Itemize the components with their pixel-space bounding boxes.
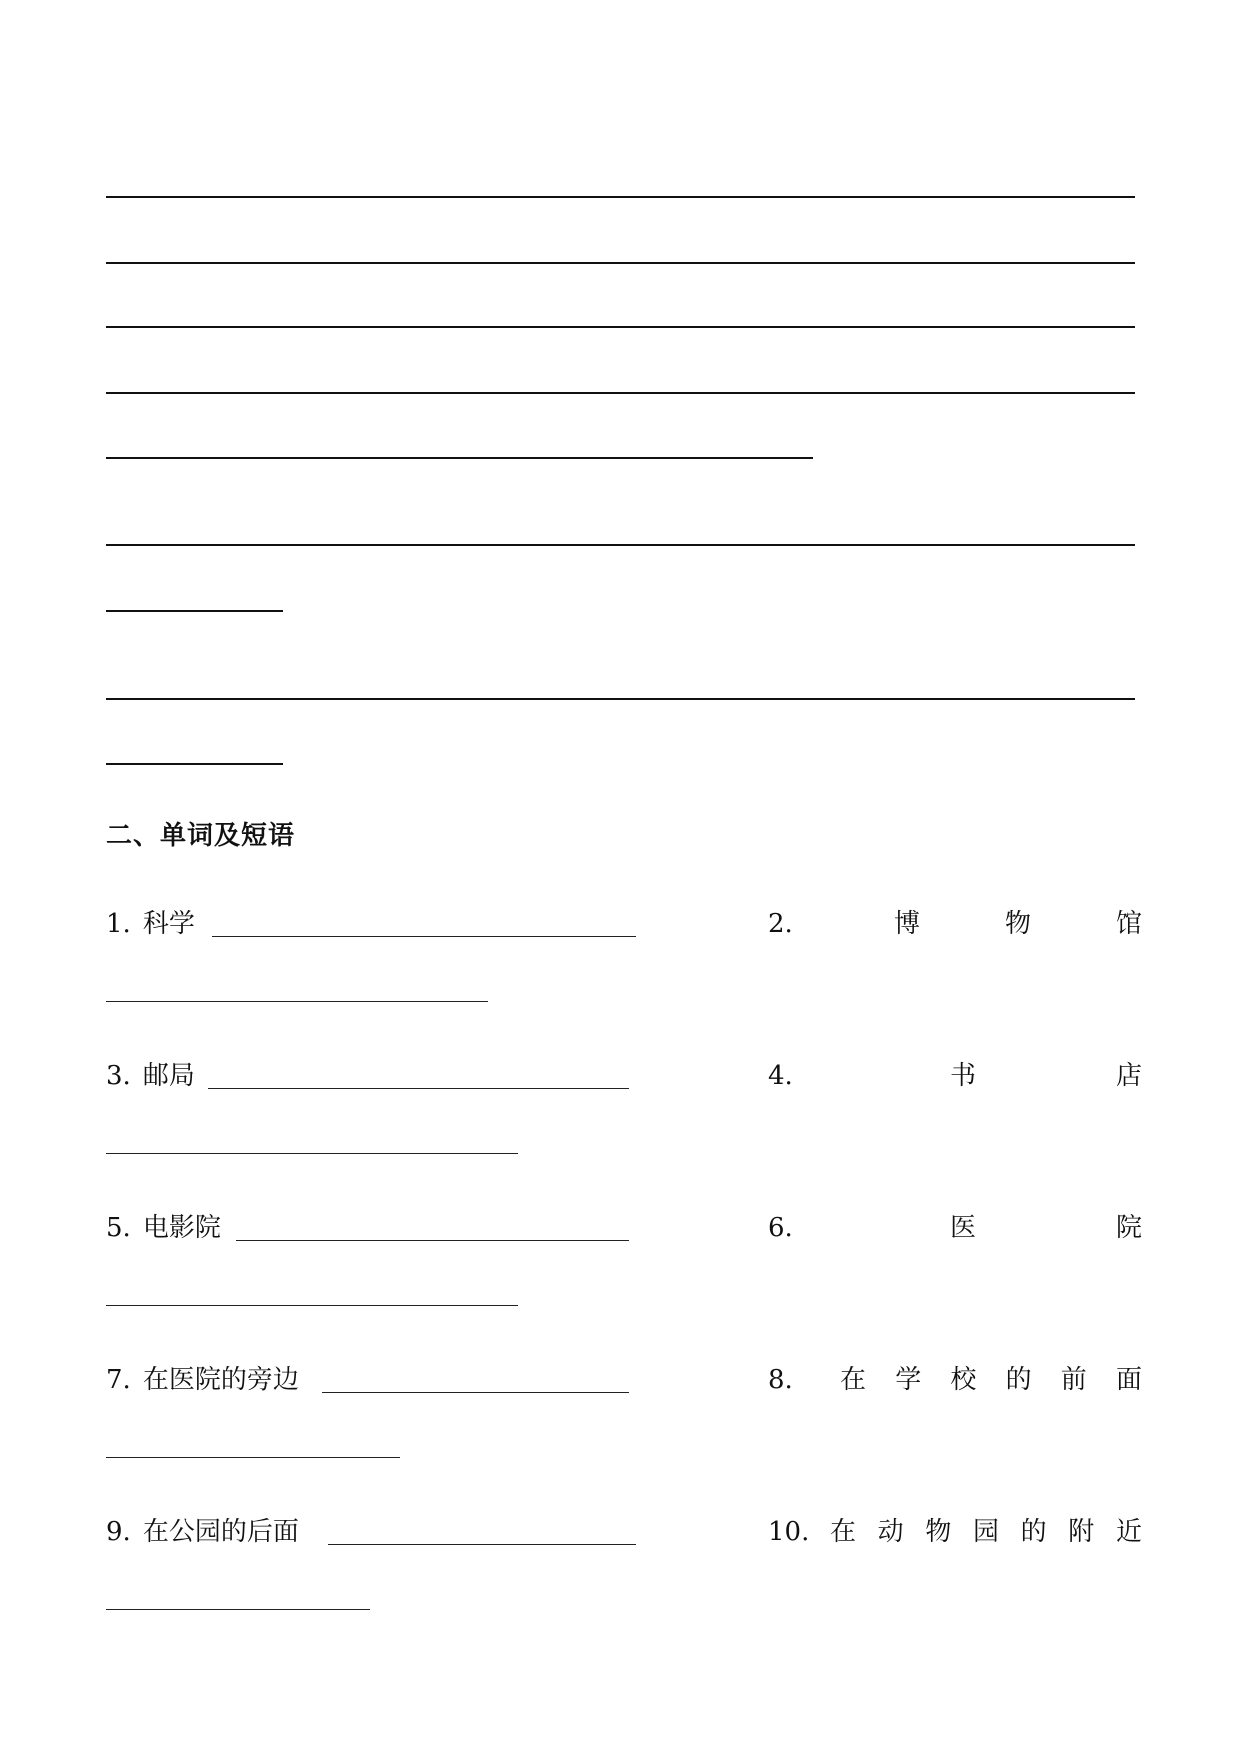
answer-line[interactable] [106, 698, 1135, 700]
vocab-item-10-chars: 在 动 物 园 的 附 近 [830, 1517, 1142, 1547]
answer-line[interactable] [106, 610, 283, 612]
answer-line[interactable] [106, 196, 1135, 198]
item-text: 在公园的后面 [142, 1517, 299, 1547]
answer-blank[interactable] [106, 1001, 488, 1002]
vocab-item-3 [106, 1058, 195, 1094]
answer-line[interactable] [106, 262, 1135, 264]
item-text: 电影院 [142, 1213, 221, 1243]
vocab-item-6-number: 6. [768, 1213, 793, 1243]
vocab-item-8-chars: 在 学 校 的 前 面 [840, 1365, 1142, 1395]
vocab-item-4-number: 4. [768, 1061, 793, 1091]
answer-blank[interactable] [212, 936, 636, 937]
item-text: 邮局 [142, 1061, 195, 1091]
vocab-item-2-chars: 博 物 馆 [894, 909, 1142, 939]
vocab-item-5 [106, 1210, 221, 1246]
item-number: 7. [106, 1365, 131, 1395]
section-title: 二、单词及短语 [106, 821, 296, 851]
answer-line[interactable] [106, 457, 813, 459]
item-number: 1. [106, 909, 131, 939]
answer-blank[interactable] [106, 1153, 518, 1154]
item-number: 3. [106, 1061, 131, 1091]
vocab-item-2-number: 2. [768, 909, 793, 939]
answer-line[interactable] [106, 763, 283, 765]
item-text: 科学 [142, 909, 195, 939]
vocab-item-7 [106, 1362, 299, 1398]
answer-blank[interactable] [106, 1305, 518, 1306]
vocab-item-6-chars: 医 院 [950, 1213, 1142, 1243]
item-number: 5. [106, 1213, 131, 1243]
item-number: 9. [106, 1517, 131, 1547]
answer-blank[interactable] [106, 1457, 400, 1458]
answer-blank[interactable] [328, 1544, 636, 1545]
vocab-item-4-chars: 书 店 [950, 1061, 1142, 1091]
answer-blank[interactable] [236, 1240, 629, 1241]
answer-line[interactable] [106, 326, 1135, 328]
vocab-item-9 [106, 1514, 299, 1550]
answer-line[interactable] [106, 392, 1135, 394]
answer-line[interactable] [106, 544, 1135, 546]
answer-blank[interactable] [322, 1392, 629, 1393]
vocab-item-8-number: 8. [768, 1365, 793, 1395]
item-text: 在医院的旁边 [142, 1365, 299, 1395]
vocab-item-10-number: 10. [768, 1517, 810, 1547]
vocab-item-1 [106, 906, 195, 942]
answer-blank[interactable] [106, 1609, 370, 1610]
answer-blank[interactable] [208, 1088, 629, 1089]
